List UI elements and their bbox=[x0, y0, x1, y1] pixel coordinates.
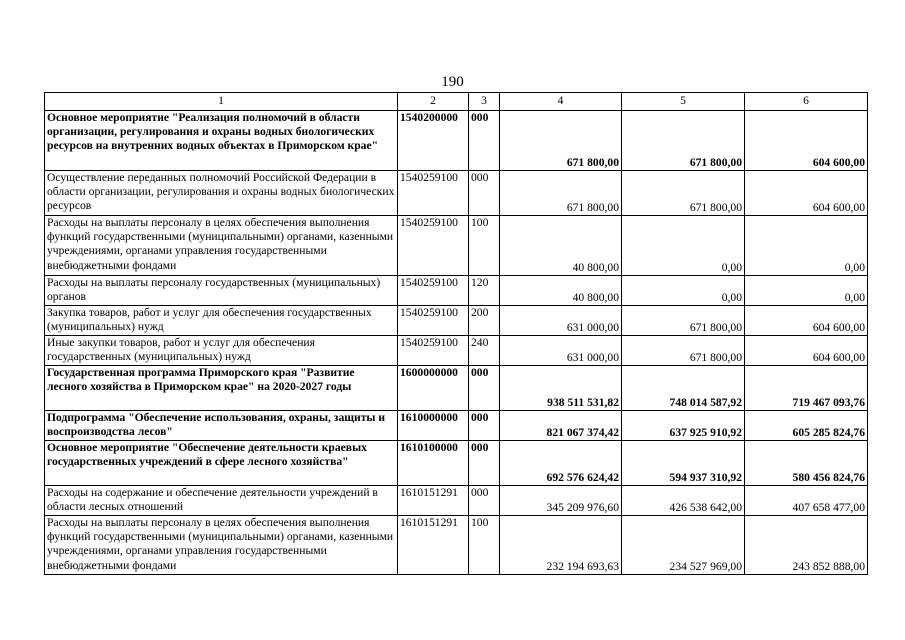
table-row bbox=[45, 171, 868, 216]
row-code: 1610100000 bbox=[398, 441, 469, 486]
row-name: Государственная программа Приморского края "Развитие лесного хозяйства в Приморском крае" на 2020-2027 годы bbox=[45, 366, 398, 411]
row-value-1: 631 000,00 bbox=[500, 336, 622, 366]
table-row bbox=[45, 336, 868, 366]
row-vr-code: 100 bbox=[469, 516, 500, 575]
row-value-2: 748 014 587,92 bbox=[622, 366, 745, 411]
row-vr-code: 000 bbox=[469, 411, 500, 441]
table-row bbox=[45, 366, 868, 411]
budget-table bbox=[44, 92, 868, 575]
row-vr-code: 000 bbox=[469, 111, 500, 171]
row-vr-code: 000 bbox=[469, 366, 500, 411]
column-header: 6 bbox=[745, 93, 868, 111]
row-value-3: 0,00 bbox=[745, 216, 868, 276]
row-value-2: 671 800,00 bbox=[622, 171, 745, 216]
row-name: Основное мероприятие "Реализация полномочий в области организации, регулирования и охраны водных биологических ресурсов на внутренних водных объектах в Приморском крае" bbox=[45, 111, 398, 171]
row-value-2: 234 527 969,00 bbox=[622, 516, 745, 575]
row-value-2: 637 925 910,92 bbox=[622, 411, 745, 441]
row-value-1: 232 194 693,63 bbox=[500, 516, 622, 575]
row-value-3: 604 600,00 bbox=[745, 111, 868, 171]
row-value-3: 407 658 477,00 bbox=[745, 486, 868, 516]
row-code: 1540259100 bbox=[398, 171, 469, 216]
row-vr-code: 100 bbox=[469, 216, 500, 276]
row-value-2: 594 937 310,92 bbox=[622, 441, 745, 486]
table-row bbox=[45, 486, 868, 516]
row-name: Расходы на выплаты персоналу в целях обеспечения выполнения функций государственными (муниципальными) органами, казенными учреждениями, органами управления государственными внебюджетными фондами bbox=[45, 516, 398, 575]
row-vr-code: 200 bbox=[469, 306, 500, 336]
row-code: 1600000000 bbox=[398, 366, 469, 411]
table-row bbox=[45, 306, 868, 336]
row-code: 1610151291 bbox=[398, 516, 469, 575]
row-value-3: 604 600,00 bbox=[745, 336, 868, 366]
row-value-1: 821 067 374,42 bbox=[500, 411, 622, 441]
row-code: 1540200000 bbox=[398, 111, 469, 171]
row-value-1: 631 000,00 bbox=[500, 306, 622, 336]
row-value-2: 0,00 bbox=[622, 276, 745, 306]
row-value-3: 605 285 824,76 bbox=[745, 411, 868, 441]
row-name: Расходы на содержание и обеспечение деятельности учреждений в области лесных отношений bbox=[45, 486, 398, 516]
row-value-1: 345 209 976,60 bbox=[500, 486, 622, 516]
table-row bbox=[45, 516, 868, 575]
row-vr-code: 240 bbox=[469, 336, 500, 366]
table-row bbox=[45, 441, 868, 486]
row-value-2: 0,00 bbox=[622, 216, 745, 276]
row-name: Основное мероприятие "Обеспечение деятельности краевых государственных учреждений в сфере лесного хозяйства" bbox=[45, 441, 398, 486]
row-vr-code: 120 bbox=[469, 276, 500, 306]
row-code: 1540259100 bbox=[398, 276, 469, 306]
column-header: 2 bbox=[398, 93, 469, 111]
row-name: Закупка товаров, работ и услуг для обеспечения государственных (муниципальных) нужд bbox=[45, 306, 398, 336]
row-value-3: 243 852 888,00 bbox=[745, 516, 868, 575]
row-value-3: 0,00 bbox=[745, 276, 868, 306]
table-row bbox=[45, 111, 868, 171]
row-name: Расходы на выплаты персоналу в целях обеспечения выполнения функций государственными (муниципальными) органами, казенными учреждениями, органами управления государственными внебюджетными фондами bbox=[45, 216, 398, 276]
row-value-2: 671 800,00 bbox=[622, 111, 745, 171]
row-value-1: 692 576 624,42 bbox=[500, 441, 622, 486]
row-value-2: 426 538 642,00 bbox=[622, 486, 745, 516]
row-vr-code: 000 bbox=[469, 171, 500, 216]
page-number: 190 bbox=[441, 74, 464, 90]
row-code: 1610151291 bbox=[398, 486, 469, 516]
row-value-2: 671 800,00 bbox=[622, 336, 745, 366]
row-name: Осуществление переданных полномочий Российской Федерации в области организации, регулирования и охраны водных биологических ресурсов bbox=[45, 171, 398, 216]
row-value-1: 40 800,00 bbox=[500, 276, 622, 306]
row-code: 1540259100 bbox=[398, 216, 469, 276]
table-row bbox=[45, 276, 868, 306]
column-header: 1 bbox=[45, 93, 398, 111]
row-value-1: 671 800,00 bbox=[500, 171, 622, 216]
row-name: Расходы на выплаты персоналу государственных (муниципальных) органов bbox=[45, 276, 398, 306]
row-code: 1610000000 bbox=[398, 411, 469, 441]
row-vr-code: 000 bbox=[469, 441, 500, 486]
row-code: 1540259100 bbox=[398, 306, 469, 336]
row-vr-code: 000 bbox=[469, 486, 500, 516]
row-value-3: 580 456 824,76 bbox=[745, 441, 868, 486]
column-header: 3 bbox=[469, 93, 500, 111]
row-code: 1540259100 bbox=[398, 336, 469, 366]
column-header: 5 bbox=[622, 93, 745, 111]
header-row bbox=[45, 93, 868, 111]
row-value-1: 938 511 531,82 bbox=[500, 366, 622, 411]
row-name: Подпрограмма "Обеспечение использования, охраны, защиты и воспроизводства лесов" bbox=[45, 411, 398, 441]
column-header: 4 bbox=[500, 93, 622, 111]
row-value-2: 671 800,00 bbox=[622, 306, 745, 336]
row-value-3: 604 600,00 bbox=[745, 171, 868, 216]
table-row bbox=[45, 411, 868, 441]
row-value-3: 719 467 093,76 bbox=[745, 366, 868, 411]
row-value-1: 40 800,00 bbox=[500, 216, 622, 276]
row-value-1: 671 800,00 bbox=[500, 111, 622, 171]
row-name: Иные закупки товаров, работ и услуг для обеспечения государственных (муниципальных) нужд bbox=[45, 336, 398, 366]
table-row bbox=[45, 216, 868, 276]
row-value-3: 604 600,00 bbox=[745, 306, 868, 336]
